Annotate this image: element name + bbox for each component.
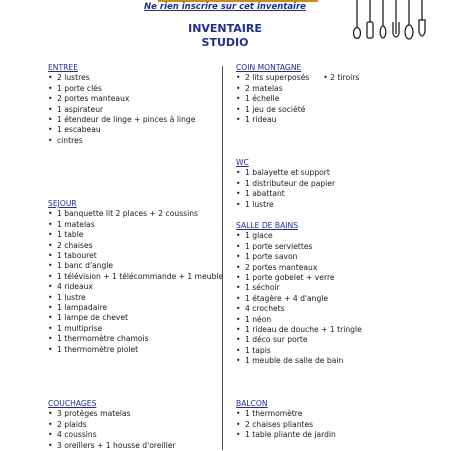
list-item: • 1 escabeau bbox=[48, 125, 195, 135]
list-item: • 1 porte savon bbox=[236, 252, 362, 262]
list-item: • 1 distributeur de papier bbox=[236, 179, 335, 189]
section-title-balcon: BALCON bbox=[236, 399, 268, 408]
list-item: • 1 lustre bbox=[48, 293, 223, 303]
list-item: • 1 meuble de salle de bain bbox=[236, 356, 362, 366]
list-item: • 2 portes manteaux bbox=[236, 263, 362, 273]
list-item: • 1 aspirateur bbox=[48, 105, 195, 115]
list-item: • 2 plaids bbox=[48, 420, 176, 430]
list-item: • 1 table pliante de jardin bbox=[236, 430, 336, 440]
list-item: • 1 échelle bbox=[236, 94, 359, 104]
list-item: • 1 télévision + 1 télécommande + 1 meuble bbox=[48, 272, 223, 282]
list-item bbox=[236, 73, 359, 83]
list-item: • cintres bbox=[48, 136, 195, 146]
list-item: • 1 néon bbox=[236, 315, 362, 325]
list-item: • 2 chaises bbox=[48, 241, 223, 251]
list-item: • 1 banc d'angle bbox=[48, 261, 223, 271]
coin-montagne-extra-text: 2 tiroirs bbox=[330, 73, 360, 83]
section-balcon bbox=[236, 399, 336, 441]
list-item: • 1 table bbox=[48, 230, 223, 240]
list-item: • 3 oreillers + 1 housse d'oreiller bbox=[48, 441, 176, 451]
list-item: • 1 tapis bbox=[236, 346, 362, 356]
section-title-sejour: SEJOUR bbox=[48, 199, 77, 208]
list-item: • 3 protèges matelas bbox=[48, 409, 176, 419]
section-couchages bbox=[48, 399, 176, 451]
list-item: • 2 matelas bbox=[236, 84, 359, 94]
list-item: • 1 étagère + 4 d'angle bbox=[236, 294, 362, 304]
list-item: • 1 porte gobelet + verre bbox=[236, 273, 362, 283]
list-salle-de-bains bbox=[236, 231, 362, 366]
list-item: • 1 porte serviettes bbox=[236, 242, 362, 252]
section-sejour bbox=[48, 199, 223, 355]
list-item: • 1 thermomètre piolet bbox=[48, 345, 223, 355]
list-balcon bbox=[236, 409, 336, 440]
utensils-icon bbox=[350, 0, 430, 44]
list-item: • 1 étendeur de linge + pinces à linge bbox=[48, 115, 195, 125]
list-item: • 1 matelas bbox=[48, 220, 223, 230]
subtitle: Ne rien inscrire sur cet inventaire bbox=[144, 2, 306, 12]
title-line-2: STUDIO bbox=[201, 36, 249, 49]
list-item: • 2 chaises pliantes bbox=[236, 420, 336, 430]
list-item: • 1 multiprise bbox=[48, 324, 223, 334]
list-item: • 1 thermomètre chamois bbox=[48, 334, 223, 344]
list-item: • 1 rideau de douche + 1 tringle bbox=[236, 325, 362, 335]
coin-montagne-first-item-extra: • 2 tiroirs bbox=[323, 73, 360, 83]
title-line-1: INVENTAIRE bbox=[188, 22, 262, 35]
list-item: • 1 jeu de société bbox=[236, 105, 359, 115]
list-wc bbox=[236, 168, 335, 210]
list-item: • 2 lustres bbox=[48, 73, 195, 83]
list-item: • 4 coussins bbox=[48, 430, 176, 440]
list-item: • 1 thermomètre bbox=[236, 409, 336, 419]
list-couchages bbox=[48, 409, 176, 451]
list-item: • 1 tabouret bbox=[48, 251, 223, 261]
section-coin-montagne bbox=[236, 63, 359, 125]
section-entree bbox=[48, 63, 195, 146]
section-wc bbox=[236, 158, 335, 210]
list-item: • 1 lampadaire bbox=[48, 303, 223, 313]
section-salle-de-bains bbox=[236, 221, 362, 367]
list-item: • 1 lampe de chevet bbox=[48, 313, 223, 323]
coin-montagne-first-item: 2 lits superposés bbox=[245, 73, 310, 83]
section-title-salle-de-bains: SALLE DE BAINS bbox=[236, 221, 299, 230]
list-sejour bbox=[48, 209, 223, 355]
section-title-entree: ENTREE bbox=[48, 63, 78, 72]
section-title-coin-montagne: COIN MONTAGNE bbox=[236, 63, 302, 72]
list-item: • 1 glace bbox=[236, 231, 362, 241]
list-item: • 1 lustre bbox=[236, 200, 335, 210]
list-item: • 1 porte clés bbox=[48, 84, 195, 94]
list-item: • 1 banquette lit 2 places + 2 coussins bbox=[48, 209, 223, 219]
list-item: • 1 balayette et support bbox=[236, 168, 335, 178]
list-item: • 2 portes manteaux bbox=[48, 94, 195, 104]
list-coin-montagne-rest bbox=[236, 84, 359, 126]
section-title-wc: WC bbox=[236, 158, 249, 167]
list-item: • 1 rideau bbox=[236, 115, 359, 125]
list-entree bbox=[48, 73, 195, 146]
list-item: • 1 abattant bbox=[236, 189, 335, 199]
list-item: • 1 déco sur porte bbox=[236, 335, 362, 345]
list-item: • 4 crochets bbox=[236, 304, 362, 314]
list-coin-montagne bbox=[236, 73, 359, 83]
section-title-couchages: COUCHAGES bbox=[48, 399, 97, 408]
list-item: • 4 rideaux bbox=[48, 282, 223, 292]
list-item: • 1 séchoir bbox=[236, 283, 362, 293]
